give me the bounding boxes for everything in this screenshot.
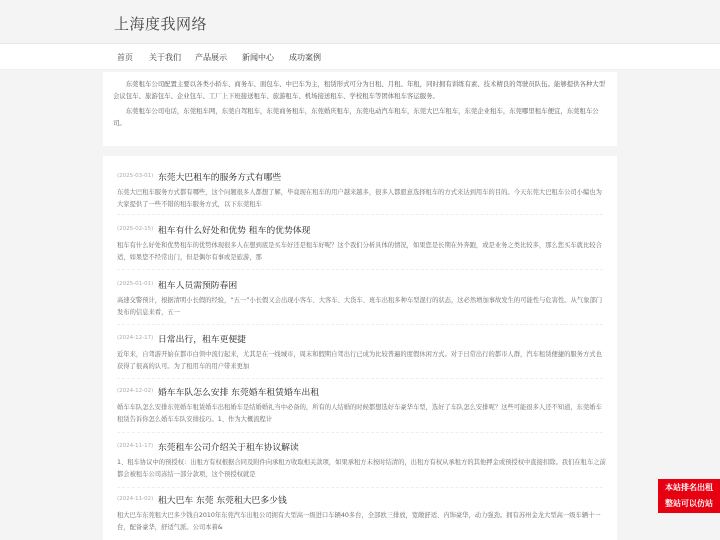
divider <box>117 324 603 325</box>
article-summary: 近年来，自驾游开始在都市白领中流行起来，尤其是在一线城市，周末和假期自驾出行已成为比较普遍的度假休闲方式。对于日常出行的都市人群，汽车租赁便捷的服务方式也获得了很高的认可。为了租用车的用户带来更加 <box>117 351 602 370</box>
article-title-link[interactable]: 东莞租车公司介绍关于租车协议解读 <box>158 443 299 453</box>
article-date: (2025-03-01) <box>117 173 154 179</box>
article-title-link[interactable]: 租车人员需预防春困 <box>158 281 238 291</box>
header <box>0 0 720 44</box>
site-title[interactable]: 上海度我网络 <box>114 15 208 33</box>
divider <box>117 269 603 270</box>
article-date: (2025-01-01) <box>117 281 154 287</box>
article-summary: 1、租车协议中的预授权：出租方有权根据合同及附件向承租方收取相关款项，如果承租方未按时结清的，出租方有权从承租方的其他押金或预授权中直接扣除。我们在租车之前都会被租车公司冻结一部分款项，这个预授权就是 <box>117 459 606 478</box>
nav-item-products[interactable]: 产品展示 <box>195 53 227 62</box>
badge-line: 整站可以仿站 <box>665 499 713 508</box>
main-nav <box>0 44 720 70</box>
badge-line: 本站排名出租 <box>665 483 713 492</box>
article-title-link[interactable]: 租车有什么好处和优势 租车的优势体现 <box>158 226 311 236</box>
article-date: (2024-11-02) <box>117 496 154 502</box>
nav-item-news[interactable]: 新闻中心 <box>242 53 274 62</box>
article-date: (2024-12-02) <box>117 388 154 394</box>
intro-paragraph: 东莞租车公司配置主要以各类小轿车、商务车、面包车、中巴车为主，租赁形式可分为日租、月租、年租，同时拥有训练有素、技术精良的驾驶员队伍。能够提供各种大型会议包车、旅游包车、企业包车、工厂上下班接送租车、旅游租车、机场接送租车、学校租车等团体租车客运服务。 <box>113 80 606 100</box>
site-for-sale-badge[interactable] <box>658 479 720 513</box>
intro-paragraph: 东莞租车公司电话，东莞租车网，东莞自驾租车，东莞商务租车，东莞婚庆租车，东莞电动汽车租车，东莞大巴车租车，东莞企业租车，东莞哪里租车便宜，东莞租车公司。 <box>113 107 599 127</box>
news-list <box>103 156 617 540</box>
divider <box>117 214 603 215</box>
divider <box>117 378 603 379</box>
nav-item-home[interactable]: 首页 <box>117 53 133 62</box>
divider <box>117 432 603 433</box>
article-title-link[interactable]: 婚车车队怎么安排 东莞婚车租赁婚车出租 <box>158 388 320 398</box>
article-title-link[interactable]: 东莞大巴租车的服务方式有哪些 <box>158 173 282 183</box>
nav-item-about[interactable]: 关于我们 <box>149 53 181 62</box>
article-summary: 高速交警预计，根据清明小长假的经验，“五一”小长假又会出现小客车、大客车、大货车、班车出租多种车型混行的状态，这必然增加事故发生的可能性与危害性。从气象部门发布的信息来看，五一 <box>117 297 603 316</box>
article-summary: 东莞大巴租车服务方式都有哪些，这个问题很多人都想了解，毕竟现在租车的用户越来越多，很多人都愿意选择租车的方式来达到用车的目的。今天东莞大巴租车公司小编也为大家提供了一些不错的租车服务方式，以下东莞租车 <box>117 189 602 208</box>
article-title-link[interactable]: 日常出行，租车更便捷 <box>158 335 246 345</box>
intro-section <box>103 72 617 146</box>
article-date: (2024-11-17) <box>117 443 154 449</box>
article-title-link[interactable]: 租大巴车 东莞 东莞租大巴多少钱 <box>158 496 287 506</box>
divider <box>117 487 603 488</box>
article-summary: 婚车车队怎么安排东莞婚车租赁婚车出租婚车是结婚婚礼当中必备的，所有的人结婚的时候都想选好车豪华车型，选好了车队怎么安排呢？这些可能很多人还不知道，东莞婚车租赁告诉你怎么婚车车队安排技巧。1、作为大概流程计 <box>117 404 602 423</box>
article-date: (2025-02-15) <box>117 226 154 232</box>
article-date: (2024-12-17) <box>117 335 154 341</box>
article-summary: 租车有什么好处和优势租车的优势体现很多人在想到底是买车好还是租车好呢？这个我们分析具体的情况，如果您是长期在外奔跑，或是业务之类比较多，那么您买车就比较合适，如果您不经常出门，但是偶尔有事或是旅游，那 <box>117 242 602 261</box>
article-summary: 租大巴车东莞租大巴多少钱自2010年东莞汽车出租公司拥有大型高一级进口车辆40多台，全部欧三排放，宽敞舒适、内饰豪华，动力强劲。拥有苏州金龙大型高一级车辆十一台，配备豪华，舒适气派。公司本着& <box>117 512 601 531</box>
nav-item-cases[interactable]: 成功案例 <box>289 53 321 62</box>
